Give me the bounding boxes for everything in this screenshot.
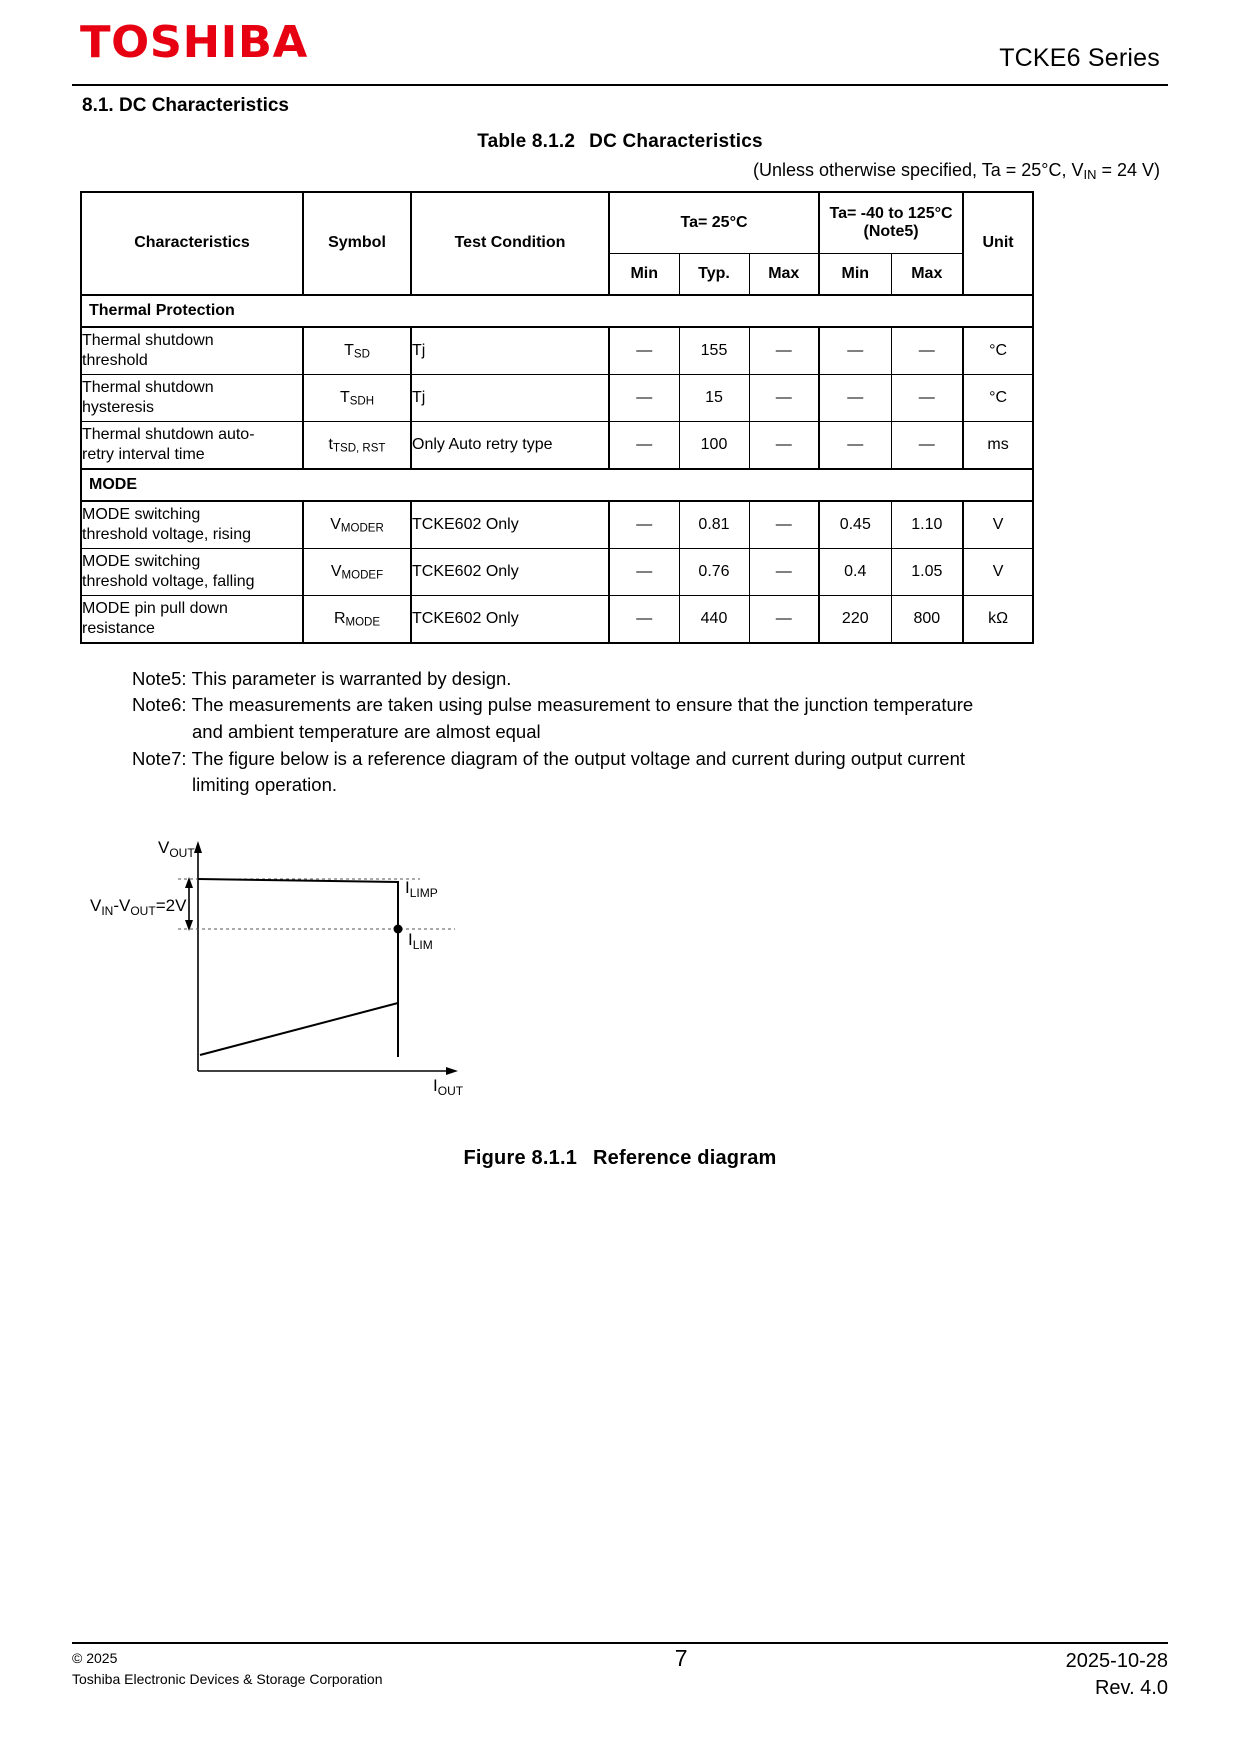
characteristic-line-2: threshold voltage, rising bbox=[82, 525, 251, 543]
th-test-condition: Test Condition bbox=[411, 192, 609, 295]
cell-characteristic bbox=[81, 374, 303, 421]
page-title: 8.1. DC Characteristics bbox=[82, 95, 289, 116]
cell-max-ta25: — bbox=[749, 421, 819, 469]
characteristic-line-1: MODE switching bbox=[82, 553, 201, 571]
page-header bbox=[72, 0, 1168, 84]
symbol-subscript: MODEF bbox=[341, 569, 384, 582]
cell-unit: °C bbox=[963, 374, 1033, 421]
x-axis-label-sub: OUT bbox=[437, 1083, 464, 1098]
cell-test-condition: TCKE602 Only bbox=[411, 501, 609, 549]
footer-revision: Rev. 4.0 bbox=[1094, 1677, 1168, 1699]
conditions-prefix: (Unless otherwise specified, Ta = 25°C, V bbox=[752, 160, 1084, 180]
voltage-drop-label bbox=[90, 896, 187, 918]
cell-min-ta25: — bbox=[609, 595, 679, 643]
th-group-ta-full-line2: (Note5) bbox=[863, 222, 919, 240]
cell-min-ta-full: 220 bbox=[819, 595, 891, 643]
cell-max-ta-full: — bbox=[891, 374, 963, 421]
cell-characteristic bbox=[81, 421, 303, 469]
note-continuation: and ambient temperature are almost equal bbox=[192, 721, 541, 743]
cell-max-ta25: — bbox=[749, 374, 819, 421]
characteristic-line-1: Thermal shutdown bbox=[82, 332, 214, 350]
cell-test-condition: Tj bbox=[411, 327, 609, 375]
table-group-header-row bbox=[81, 469, 1033, 501]
cell-symbol bbox=[303, 595, 411, 643]
cell-min-ta25: — bbox=[609, 548, 679, 595]
th-group-ta-full bbox=[819, 192, 963, 254]
cell-symbol bbox=[303, 421, 411, 469]
note-item bbox=[132, 666, 1062, 693]
th-min-ta-full: Min bbox=[819, 253, 891, 295]
cell-unit: °C bbox=[963, 327, 1033, 375]
table-group-header-row bbox=[81, 295, 1033, 327]
characteristic-line-2: hysteresis bbox=[82, 398, 155, 416]
ilimp-label-main: I bbox=[405, 877, 410, 897]
footer-date: 2025-10-28 bbox=[1065, 1650, 1168, 1672]
cell-min-ta-full: 0.4 bbox=[819, 548, 891, 595]
y-axis-label bbox=[158, 838, 195, 860]
note-item bbox=[132, 692, 1062, 719]
symbol-subscript: MODE bbox=[345, 616, 381, 629]
table-row bbox=[81, 595, 1033, 643]
product-series-title: TCKE6 Series bbox=[999, 44, 1160, 72]
footer-copyright-block bbox=[72, 1648, 383, 1690]
table-row bbox=[81, 327, 1033, 375]
characteristic-line-2: resistance bbox=[82, 619, 155, 637]
cell-test-condition: Tj bbox=[411, 374, 609, 421]
note-item bbox=[132, 746, 1062, 773]
ilimp-label bbox=[405, 878, 438, 900]
cell-max-ta-full: 800 bbox=[891, 595, 963, 643]
cell-min-ta25: — bbox=[609, 374, 679, 421]
table-row bbox=[81, 421, 1033, 469]
symbol-main: t bbox=[328, 435, 333, 453]
table-conditions bbox=[72, 160, 1168, 182]
table-header-row-1 bbox=[81, 192, 1033, 254]
drop-label-a-sub: IN bbox=[101, 903, 114, 918]
cell-typ-ta25: 15 bbox=[679, 374, 749, 421]
cell-max-ta-full: — bbox=[891, 421, 963, 469]
figure-caption-number: Figure 8.1.1 bbox=[463, 1146, 578, 1169]
page-footer bbox=[72, 1642, 1168, 1702]
ilim-label-main: I bbox=[408, 929, 413, 949]
table-row bbox=[81, 501, 1033, 549]
cell-min-ta-full: — bbox=[819, 374, 891, 421]
drop-label-b: -V bbox=[113, 895, 131, 915]
cell-min-ta25: — bbox=[609, 327, 679, 375]
y-axis-label-sub: OUT bbox=[169, 845, 195, 860]
cell-characteristic bbox=[81, 595, 303, 643]
header-divider bbox=[72, 84, 1168, 86]
footer-divider bbox=[72, 1642, 1168, 1644]
conditions-suffix: = 24 V) bbox=[1096, 160, 1160, 180]
x-axis-arrowhead bbox=[446, 1067, 458, 1075]
cell-symbol bbox=[303, 501, 411, 549]
cell-symbol bbox=[303, 548, 411, 595]
cell-typ-ta25: 155 bbox=[679, 327, 749, 375]
symbol-main: V bbox=[330, 515, 341, 533]
figure-caption-name: Reference diagram bbox=[593, 1146, 777, 1169]
th-symbol: Symbol bbox=[303, 192, 411, 295]
dc-characteristics-table bbox=[80, 191, 1034, 644]
table-title-name: DC Characteristics bbox=[589, 131, 763, 152]
cell-symbol bbox=[303, 327, 411, 375]
figure-caption bbox=[72, 1147, 1168, 1170]
table-body bbox=[81, 295, 1033, 643]
symbol-subscript: SDH bbox=[349, 395, 375, 408]
characteristic-line-1: MODE switching bbox=[82, 506, 201, 524]
cell-unit: V bbox=[963, 548, 1033, 595]
y-axis-arrowhead bbox=[194, 841, 202, 853]
footer-copyright: © 2025 bbox=[72, 1650, 118, 1666]
th-typ-ta25: Typ. bbox=[679, 253, 749, 295]
symbol-main: T bbox=[344, 341, 354, 359]
ilim-label-sub: LIM bbox=[412, 937, 433, 952]
cell-unit: kΩ bbox=[963, 595, 1033, 643]
symbol-main: T bbox=[339, 388, 350, 406]
characteristic-line-2: threshold bbox=[82, 351, 148, 369]
drop-label-a: V bbox=[90, 895, 102, 915]
note-text: The measurements are taken using pulse measurement to ensure that the junction temperature bbox=[191, 694, 974, 716]
ilim-label bbox=[408, 930, 433, 952]
drop-label-c: =2V bbox=[155, 895, 187, 915]
table-group-label: MODE bbox=[81, 469, 1033, 501]
ilim-point-marker bbox=[394, 924, 403, 933]
th-group-ta-full-line1: Ta= -40 to 125°C bbox=[829, 204, 953, 222]
table-title-number: Table 8.1.2 bbox=[477, 131, 576, 152]
footer-revision-block bbox=[1066, 1648, 1168, 1702]
characteristic-line-1: MODE pin pull down bbox=[82, 600, 228, 618]
th-group-ta25: Ta= 25°C bbox=[609, 192, 819, 254]
note-label: Note6: bbox=[132, 694, 192, 716]
output-curve-main bbox=[198, 879, 398, 1057]
y-axis-label-main: V bbox=[158, 837, 170, 857]
cell-typ-ta25: 0.76 bbox=[679, 548, 749, 595]
cell-max-ta-full: — bbox=[891, 327, 963, 375]
table-row bbox=[81, 374, 1033, 421]
table-title bbox=[72, 131, 1168, 153]
note-text: The figure below is a reference diagram of the output voltage and current during output current bbox=[191, 747, 966, 769]
cell-max-ta-full: 1.10 bbox=[891, 501, 963, 549]
cell-min-ta25: — bbox=[609, 501, 679, 549]
th-min-ta25: Min bbox=[609, 253, 679, 295]
cell-min-ta25: — bbox=[609, 421, 679, 469]
symbol-main: R bbox=[333, 609, 346, 627]
symbol-main: V bbox=[330, 562, 342, 580]
symbol-subscript: TSD, RST bbox=[332, 442, 386, 455]
cell-symbol bbox=[303, 374, 411, 421]
characteristic-line-1: Thermal shutdown auto- bbox=[82, 426, 255, 444]
table-group-label: Thermal Protection bbox=[81, 295, 1033, 327]
cell-min-ta-full: — bbox=[819, 421, 891, 469]
cell-typ-ta25: 0.81 bbox=[679, 501, 749, 549]
cell-min-ta-full: 0.45 bbox=[819, 501, 891, 549]
th-max-ta25: Max bbox=[749, 253, 819, 295]
th-unit: Unit bbox=[963, 192, 1033, 295]
drop-label-b-sub: OUT bbox=[130, 903, 156, 918]
cell-characteristic bbox=[81, 327, 303, 375]
footer-page-number: 7 bbox=[674, 1645, 688, 1671]
symbol-subscript: SD bbox=[353, 348, 370, 361]
characteristic-line-1: Thermal shutdown bbox=[82, 379, 214, 397]
reference-diagram-figure bbox=[80, 833, 1032, 1133]
cell-max-ta-full: 1.05 bbox=[891, 548, 963, 595]
characteristic-line-2: threshold voltage, falling bbox=[82, 572, 255, 590]
cell-min-ta-full: — bbox=[819, 327, 891, 375]
cell-characteristic bbox=[81, 501, 303, 549]
output-curve-foldback bbox=[200, 1003, 398, 1055]
cell-test-condition: Only Auto retry type bbox=[411, 421, 609, 469]
x-axis-label-main: I bbox=[433, 1075, 438, 1095]
cell-max-ta25: — bbox=[749, 595, 819, 643]
cell-test-condition: TCKE602 Only bbox=[411, 595, 609, 643]
table-head bbox=[81, 192, 1033, 295]
ilimp-label-sub: LIMP bbox=[409, 885, 438, 900]
characteristic-line-2: retry interval time bbox=[82, 445, 205, 463]
cell-typ-ta25: 100 bbox=[679, 421, 749, 469]
x-axis-label bbox=[433, 1076, 464, 1098]
table-row bbox=[81, 548, 1033, 595]
footer-company: Toshiba Electronic Devices & Storage Corporation bbox=[72, 1671, 383, 1687]
reference-diagram-svg bbox=[80, 833, 1032, 1133]
cell-characteristic bbox=[81, 548, 303, 595]
cell-test-condition: TCKE602 Only bbox=[411, 548, 609, 595]
cell-max-ta25: — bbox=[749, 327, 819, 375]
notes-block bbox=[132, 666, 1062, 799]
cell-max-ta25: — bbox=[749, 548, 819, 595]
cell-unit: V bbox=[963, 501, 1033, 549]
toshiba-logo: TOSHIBA bbox=[80, 18, 308, 68]
note-label: Note7: bbox=[132, 747, 192, 769]
cell-typ-ta25: 440 bbox=[679, 595, 749, 643]
th-characteristics: Characteristics bbox=[81, 192, 303, 295]
note-text: This parameter is warranted by design. bbox=[191, 667, 512, 689]
note-continuation: limiting operation. bbox=[192, 774, 337, 796]
note-label: Note5: bbox=[132, 667, 192, 689]
cell-max-ta25: — bbox=[749, 501, 819, 549]
symbol-subscript: MODER bbox=[340, 522, 384, 535]
th-max-ta-full: Max bbox=[891, 253, 963, 295]
cell-unit: ms bbox=[963, 421, 1033, 469]
conditions-subscript: IN bbox=[1083, 166, 1097, 182]
